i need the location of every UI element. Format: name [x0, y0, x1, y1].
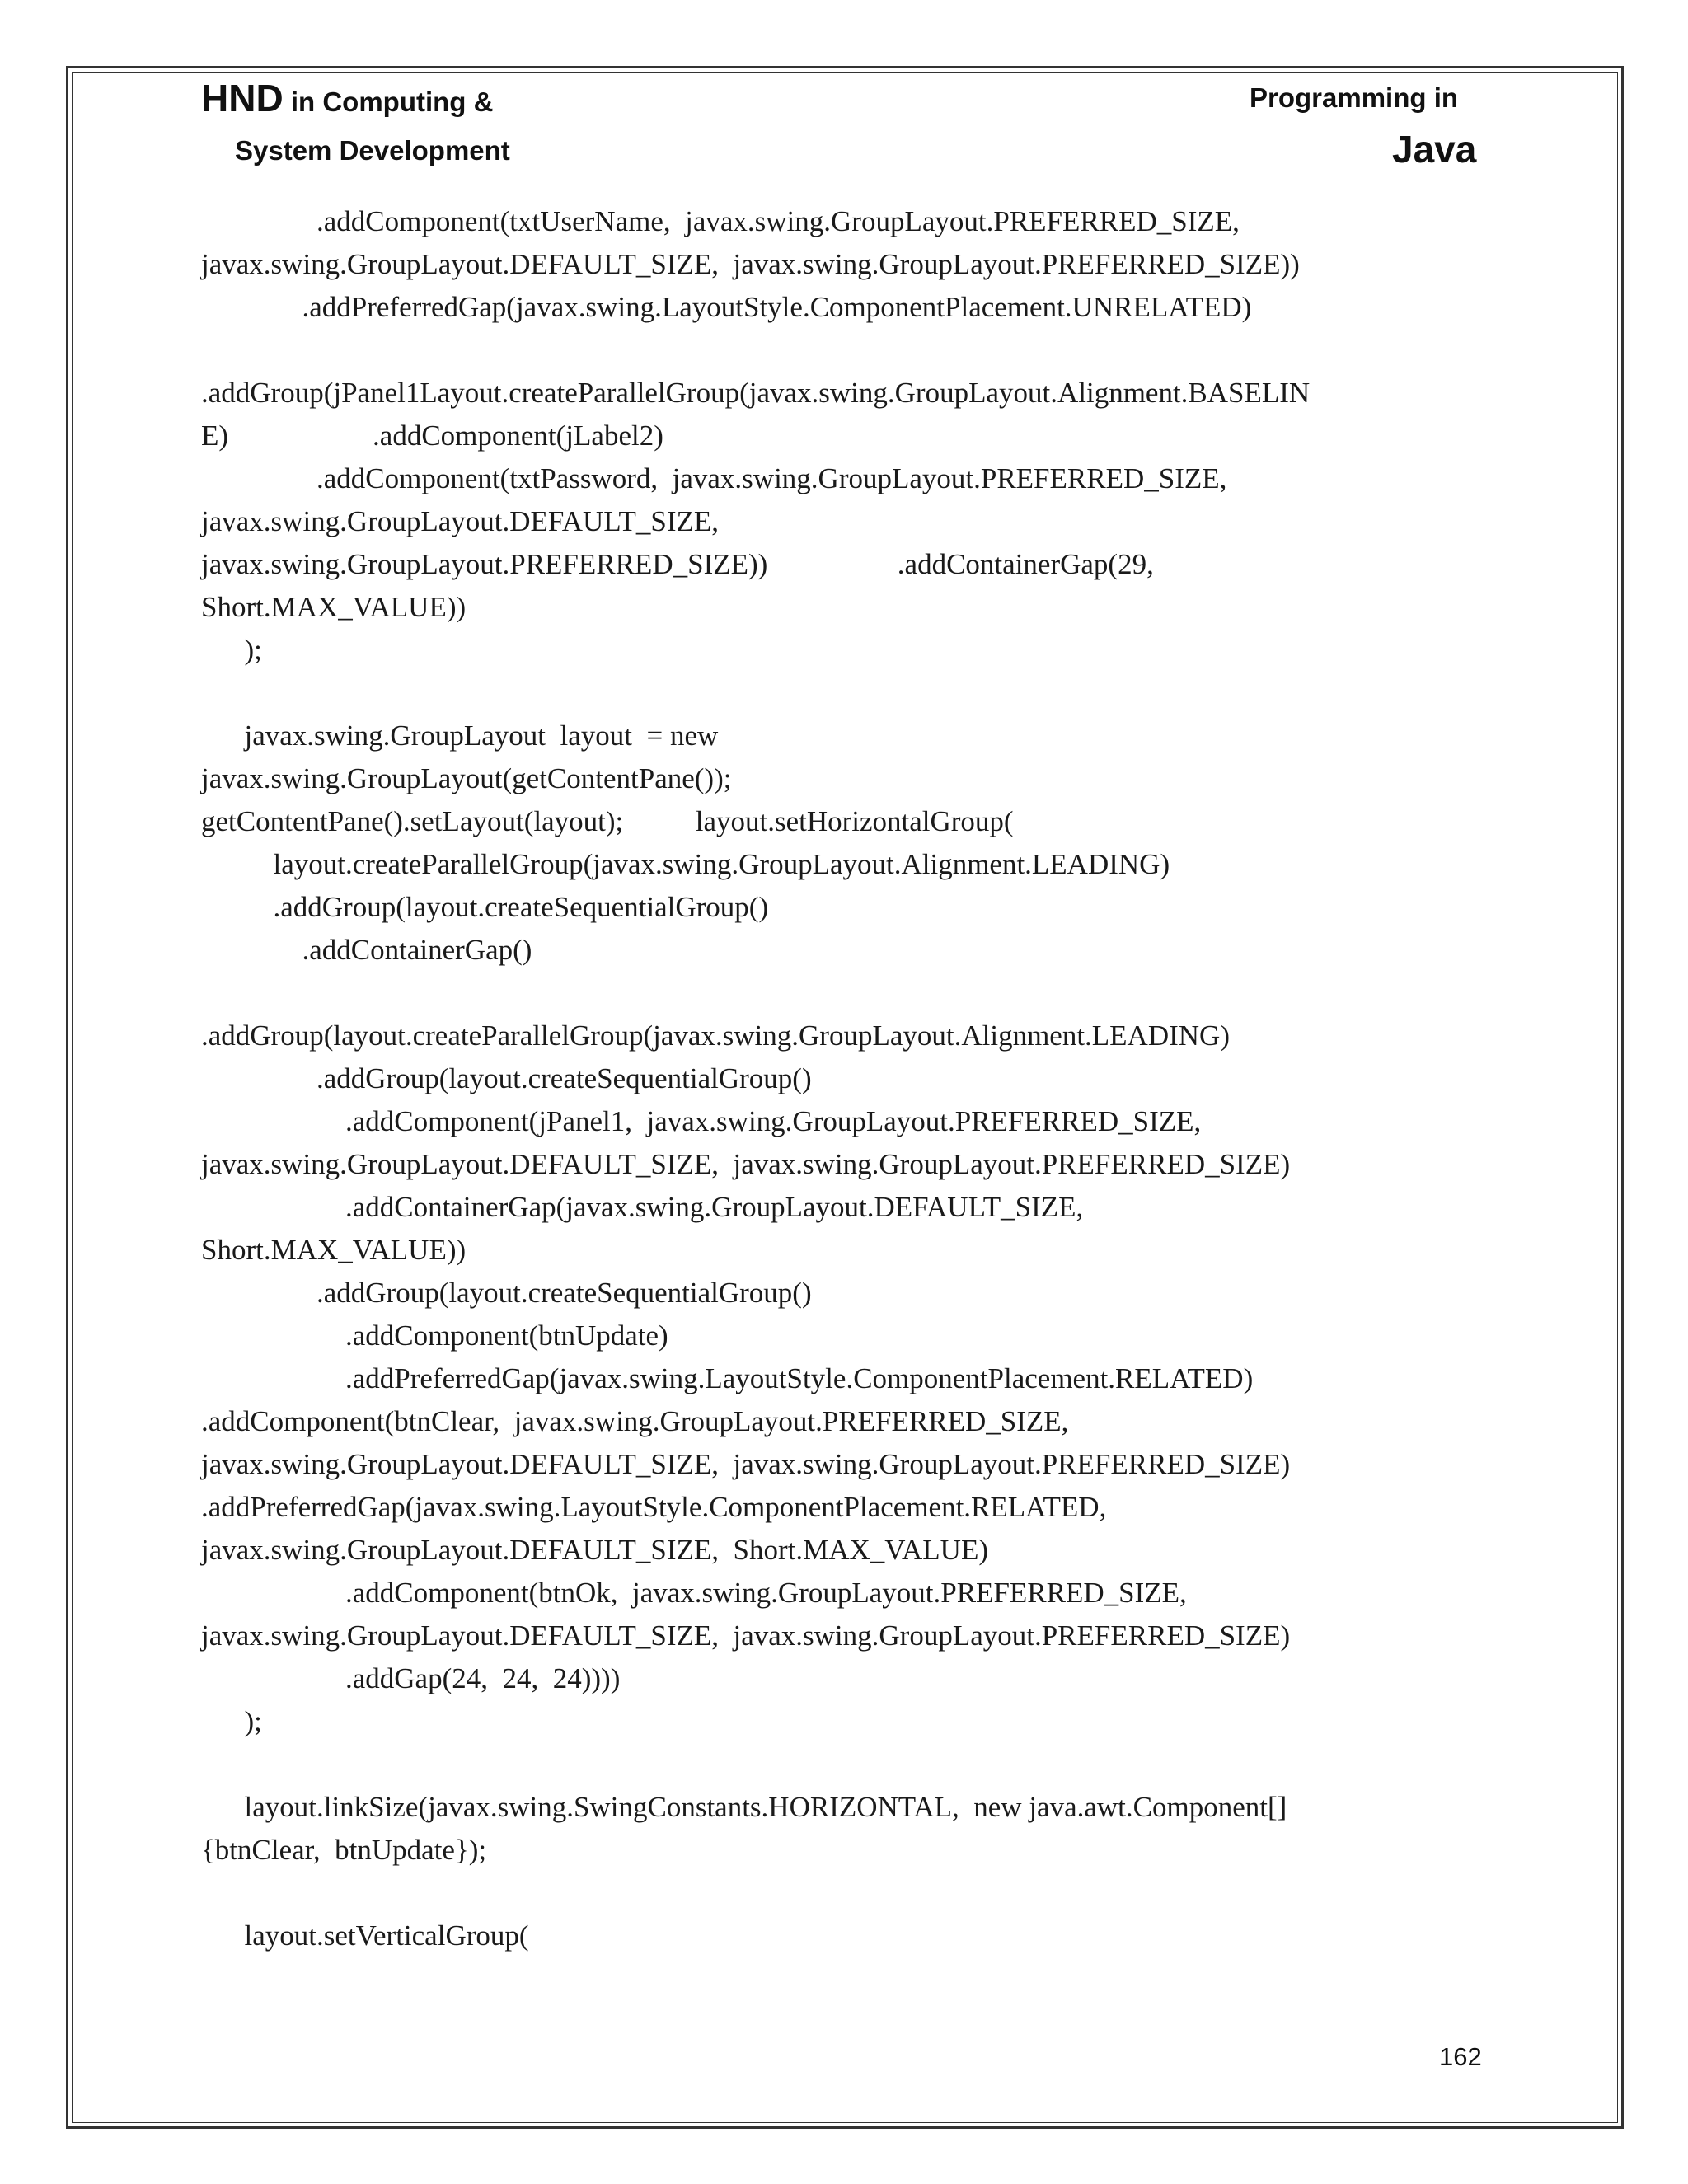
- code-line: [201, 672, 1487, 715]
- code-line: [201, 972, 1487, 1015]
- code-line: Short.MAX_VALUE)): [201, 1234, 467, 1266]
- code-line: javax.swing.GroupLayout.DEFAULT_SIZE, Short.MAX_VALUE): [201, 1534, 988, 1566]
- code-line: .addPreferredGap(javax.swing.LayoutStyle.ComponentPlacement.RELATED,: [201, 1491, 1107, 1523]
- code-line: javax.swing.GroupLayout.PREFERRED_SIZE)) .addContainerGap(29,: [201, 548, 1154, 580]
- code-line: [201, 1872, 1487, 1915]
- code-line: layout.setVerticalGroup(: [201, 1919, 529, 1952]
- header-course-line2: System Development: [235, 135, 510, 166]
- code-line: .addGroup(layout.createSequentialGroup(): [201, 1277, 812, 1309]
- code-line: layout.createParallelGroup(javax.swing.GroupLayout.Alignment.LEADING): [201, 848, 1170, 880]
- page-number: 162: [1439, 2042, 1482, 2071]
- header-course-rest: in Computing &: [283, 87, 494, 117]
- code-line: .addComponent(txtPassword, javax.swing.GroupLayout.PREFERRED_SIZE,: [201, 462, 1227, 494]
- code-line: .addContainerGap(javax.swing.GroupLayout.DEFAULT_SIZE,: [201, 1191, 1084, 1223]
- header-hnd: HND: [201, 77, 284, 120]
- code-line: {btnClear, btnUpdate});: [201, 1834, 487, 1866]
- code-listing: [201, 200, 1487, 1957]
- code-line: layout.linkSize(javax.swing.SwingConstants.HORIZONTAL, new java.awt.Component[]: [201, 1791, 1287, 1823]
- code-line: getContentPane().setLayout(layout); layout.setHorizontalGroup(: [201, 805, 1014, 837]
- code-line: javax.swing.GroupLayout.DEFAULT_SIZE, javax.swing.GroupLayout.PREFERRED_SIZE): [201, 1448, 1291, 1480]
- code-line: .addGroup(layout.createParallelGroup(javax.swing.GroupLayout.Alignment.LEADING): [201, 1019, 1230, 1052]
- code-line: );: [201, 634, 262, 666]
- code-line: E) .addComponent(jLabel2): [201, 419, 663, 452]
- code-line: javax.swing.GroupLayout.DEFAULT_SIZE, javax.swing.GroupLayout.PREFERRED_SIZE): [201, 1148, 1291, 1180]
- code-line: [201, 1743, 1487, 1786]
- code-line: .addGap(24, 24, 24)))): [201, 1662, 621, 1694]
- code-line: .addContainerGap(): [201, 934, 532, 966]
- code-line: javax.swing.GroupLayout layout = new: [201, 719, 719, 752]
- code-line: [201, 329, 1487, 372]
- code-line: javax.swing.GroupLayout.DEFAULT_SIZE, javax.swing.GroupLayout.PREFERRED_SIZE): [201, 1619, 1291, 1652]
- code-line: javax.swing.GroupLayout.DEFAULT_SIZE, javax.swing.GroupLayout.PREFERRED_SIZE)): [201, 248, 1300, 280]
- code-line: javax.swing.GroupLayout.DEFAULT_SIZE,: [201, 505, 719, 537]
- code-line: .addGroup(layout.createSequentialGroup(): [201, 1062, 812, 1094]
- code-line: .addGroup(layout.createSequentialGroup(): [201, 891, 769, 923]
- code-line: Short.MAX_VALUE)): [201, 591, 467, 623]
- code-line: );: [201, 1705, 262, 1737]
- code-line: .addPreferredGap(javax.swing.LayoutStyle.ComponentPlacement.UNRELATED): [201, 291, 1252, 323]
- header-course: [201, 76, 493, 120]
- code-line: .addComponent(jPanel1, javax.swing.GroupLayout.PREFERRED_SIZE,: [201, 1105, 1202, 1137]
- header-subject-line1: Programming in: [1250, 82, 1459, 113]
- code-line: .addGroup(jPanel1Layout.createParallelGroup(javax.swing.GroupLayout.Alignment.BASELIN: [201, 377, 1311, 409]
- code-line: .addPreferredGap(javax.swing.LayoutStyle.ComponentPlacement.RELATED): [201, 1362, 1254, 1394]
- code-line: .addComponent(btnOk, javax.swing.GroupLayout.PREFERRED_SIZE,: [201, 1577, 1187, 1609]
- code-line: .addComponent(btnUpdate): [201, 1319, 668, 1352]
- code-line: .addComponent(txtUserName, javax.swing.GroupLayout.PREFERRED_SIZE,: [201, 205, 1240, 237]
- code-line: javax.swing.GroupLayout(getContentPane());: [201, 762, 732, 794]
- code-line: .addComponent(btnClear, javax.swing.GroupLayout.PREFERRED_SIZE,: [201, 1405, 1069, 1437]
- header-subject-line2: Java: [1392, 128, 1477, 171]
